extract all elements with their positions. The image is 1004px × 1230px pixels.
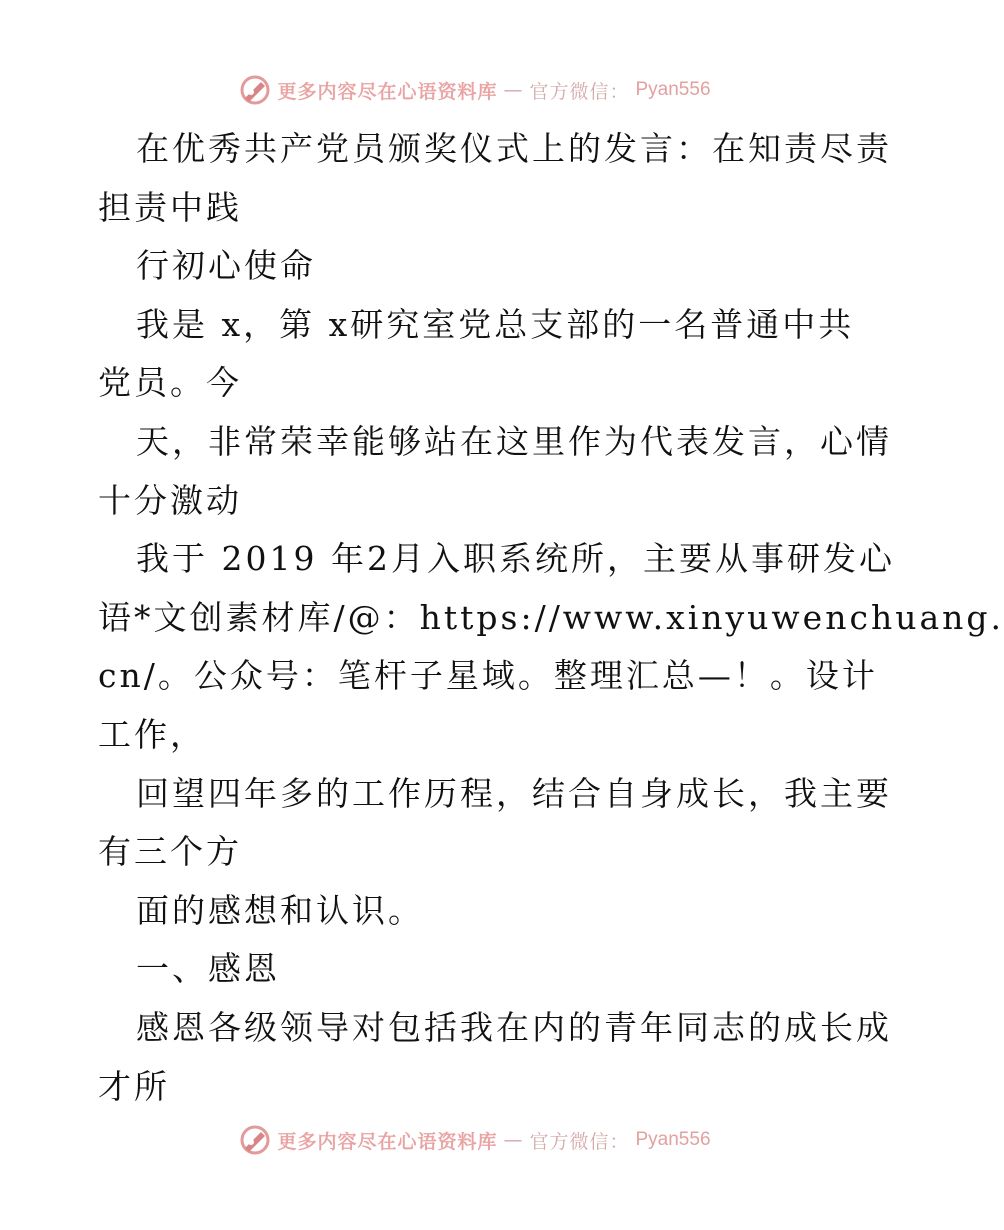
footer-official-label: 官方微信： (529, 1130, 630, 1153)
body-line: 语*文创素材库/@：https://www.xinyuwenchuang. (98, 597, 1004, 637)
body-line: 天，非常荣幸能够站在这里作为代表发言，心情 (136, 421, 892, 461)
body-line: cn/。公众号：笔杆子星域。整理汇总—！。设计 (98, 656, 878, 696)
footer-dash: — (503, 1129, 524, 1151)
body-line: 行初心使命 (136, 246, 316, 286)
body-line: 回望四年多的工作历程，结合自身成长，我主要 (136, 773, 892, 813)
header-wechat-id: Pyan556 (635, 79, 711, 100)
footer-wechat-id: Pyan556 (635, 1129, 711, 1150)
body-line: 工作， (98, 714, 206, 754)
body-line: 感恩各级领导对包括我在内的青年同志的成长成 (136, 1007, 892, 1047)
logo-icon (239, 1124, 271, 1156)
footer-watermark (0, 1120, 950, 1160)
body-line: 面的感想和认识。 (136, 890, 424, 930)
body-line: 在优秀共产党员颁奖仪式上的发言：在知责尽责 (136, 129, 892, 168)
header-dash: — (503, 79, 524, 101)
body-line: 我于 2019 年2月入职系统所，主要从事研发心 (136, 539, 895, 579)
body-line: 才所 (98, 1066, 170, 1106)
header-brand-text: 更多内容尽在心语资料库 (277, 80, 498, 103)
body-line: 我是 x，第 x研究室党总支部的一名普通中共 (136, 304, 855, 344)
body-line: 党员。今 (98, 363, 242, 403)
body-line: 十分激动 (98, 480, 242, 520)
logo-icon (239, 74, 271, 106)
header-official-label: 官方微信： (529, 80, 630, 103)
body-line: 有三个方 (98, 832, 242, 872)
document-body (98, 120, 1004, 1116)
header-watermark (0, 70, 950, 110)
footer-brand-text: 更多内容尽在心语资料库 (277, 1130, 498, 1153)
body-line: 担责中践 (98, 187, 242, 227)
body-line: 一、感恩 (136, 949, 280, 989)
